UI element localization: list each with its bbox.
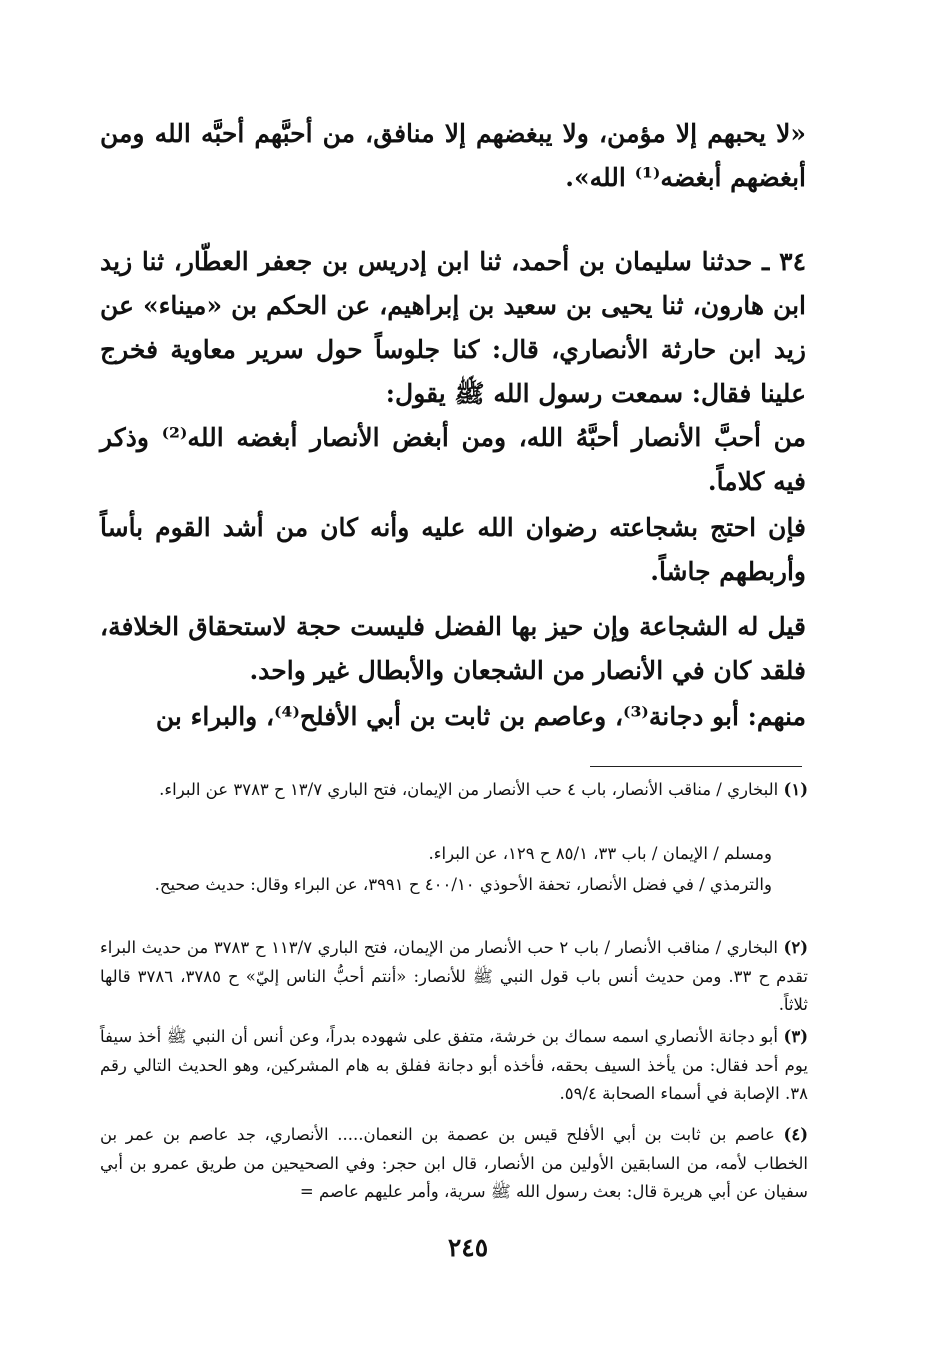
footnote-number: (٣) (783, 1027, 808, 1046)
paragraph-ansar-love: من أحبَّ الأنصار أحبَّهُ الله، ومن أبغض الأنصار أبغضه الله⁽²⁾ وذكر فيه كلاماً. (100, 423, 806, 496)
page-number: ٢٤٥ (447, 1233, 489, 1262)
footnote-text: البخاري / مناقب الأنصار، باب ٤ حب الأنصار من الإيمان، فتح الباري ١٣/٧ ح ٣٧٨٣ عن البراء. (159, 780, 779, 799)
footnote-number: (١) (783, 780, 808, 799)
paragraph-courage-reply: قيل له الشجاعة وإن حيز بها الفضل فليست حجة لاستحقاق الخلافة، فلقد كان في الأنصار من الشجعان والأبطال غير واحد. (100, 612, 806, 685)
footnote-1 (100, 776, 808, 805)
footnote-text: البخاري / مناقب الأنصار / باب ٢ حب الأنصار من الإيمان، فتح الباري ١١٣/٧ ح ٣٧٨٣ من حديث البراء تقدم ح ٣٣. ومن حديث أنس باب قول النبي ﷺ للأنصار: «أنتم أحبُّ الناس إليّ» ح ٣٧٨٥، ٣٧٨٦ قالها ثلاثاً. (100, 938, 808, 1014)
footnote-text: عاصم بن ثابت بن أبي الأفلح قيس بن عصمة بن النعمان..... الأنصاري، جد عاصم بن عمر بن الخطاب لأمه، من السابقين الأولين من الأنصار، قال ابن حجر: وفي الصحيحين من طريق عمرو بن أبي سفيان عن أبي هريرة قال: بعث رسول الله ﷺ سرية، وأمر عليهم عاصم = (100, 1125, 808, 1201)
paragraph-courage-argument: فإن احتج بشجاعته رضوان الله عليه وأنه كان من أشد القوم بأساً وأربطهم جاشاً. (100, 513, 806, 586)
paragraph-among-them: منهم: أبو دجانة⁽³⁾، وعاصم بن ثابت بن أبي الأفلح⁽⁴⁾، والبراء بن (155, 702, 806, 731)
footnote-2 (100, 934, 808, 1020)
footnote-text: أبو دجانة الأنصاري اسمه سماك بن خرشة، متفق على شهوده بدراً، وعن أنس أن النبي ﷺ أخذ سيفاً يوم أحد فقال: من يأخذ السيف بحقه، فأخذه أبو دجانة ففلق به هام المشركين، وهو الحديث التالي رقم ٣٨. الإصابة في أسماء الصحابة ٥٩/٤. (100, 1027, 808, 1103)
footnote-1-tirmidhi: والترمذي / في فضل الأنصار، تحفة الأحوذي ٤٠٠/١٠ ح ٣٩٩١، عن البراء وقال: حديث صحيح. (154, 875, 772, 894)
footnote-number: (٢) (783, 938, 809, 957)
paragraph-hadith-quote: «لا يحبهم إلا مؤمن، ولا يبغضهم إلا منافق، من أحبَّهم أحبَّه الله ومن أبغضهم أبغضه⁽¹⁾ الله». (100, 119, 806, 192)
footnote-separator (590, 766, 802, 767)
footnote-number: (٤) (783, 1125, 809, 1144)
footnote-4 (100, 1121, 808, 1207)
footnote-3 (100, 1023, 808, 1109)
paragraph-hadith-34: ٣٤ ـ حدثنا سليمان بن أحمد، ثنا ابن إدريس بن جعفر العطّار، ثنا زيد ابن هارون، ثنا يحيى بن سعيد بن إبراهيم، عن الحكم بن «ميناء» عن زيد ابن حارثة الأنصاري، قال: كنا جلوساً حول سرير معاوية فخرج علينا فقال: سمعت رسول الله ﷺ يقول: (100, 247, 806, 408)
footnote-1-muslim: ومسلم / الإيمان / باب ٣٣، ٨٥/١ ح ١٢٩، عن البراء. (428, 844, 772, 863)
